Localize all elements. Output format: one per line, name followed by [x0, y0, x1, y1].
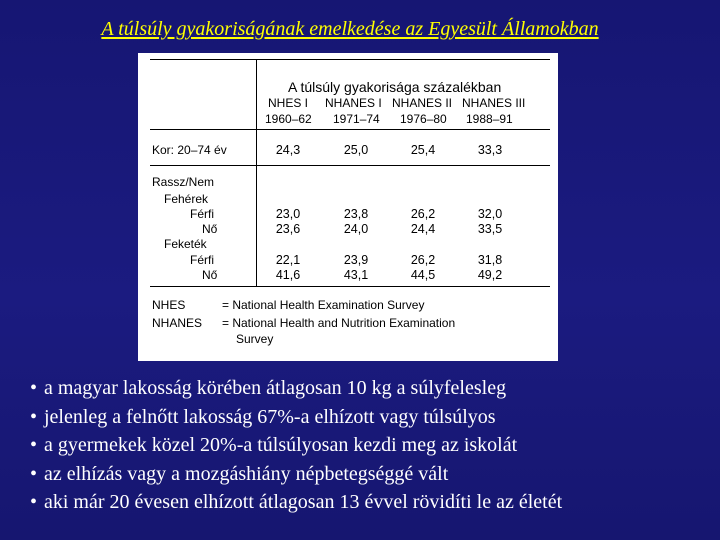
black-label: Feketék — [164, 237, 207, 251]
bullet-item — [30, 374, 710, 403]
bullet-text: jelenleg a felnőtt lakosság 67%-a elhízott vagy túlsúlyos — [44, 405, 496, 428]
table-row-rule — [150, 165, 550, 166]
footnote-abbr-nhes: NHES — [152, 298, 186, 312]
age-value-1: 24,3 — [275, 143, 301, 157]
bullet-symbol: • — [30, 462, 38, 485]
white-male-value-3: 26,2 — [410, 207, 436, 221]
slide-title: A túlsúly gyakoriságának emelkedése az Egyesült Államokban — [101, 18, 599, 40]
bullet-item — [30, 431, 710, 460]
bullet-symbol: • — [30, 377, 38, 399]
bullet-item — [30, 488, 710, 517]
column-header-3: NHANES II — [392, 96, 453, 110]
race-sex-label: Rassz/Nem — [152, 175, 215, 189]
bullet-list — [30, 374, 710, 517]
bullet-text: az elhízás vagy a mozgáshiány népbetegséggé vált — [44, 462, 449, 485]
footnote-def-nhanes: = National Health and Nutrition Examination — [222, 316, 456, 330]
column-header-1: NHES I — [268, 96, 309, 110]
black-male-value-4: 31,8 — [477, 253, 503, 267]
black-female-value-3: 44,5 — [410, 268, 436, 282]
white-male-label: Férfi — [190, 207, 214, 221]
bullet-text: a gyermekek közel 20%-a túlsúlyosan kezdi meg az iskolát — [44, 434, 518, 456]
black-female-value-2: 43,1 — [343, 268, 369, 282]
age-value-2: 25,0 — [343, 143, 369, 157]
column-header-2: NHANES I — [325, 96, 382, 110]
white-male-value-2: 23,8 — [343, 207, 369, 221]
table-top-rule — [150, 59, 550, 60]
black-male-value-1: 22,1 — [275, 253, 301, 267]
white-label: Fehérek — [164, 192, 209, 206]
white-female-value-1: 23,6 — [275, 222, 301, 236]
bullet-symbol: • — [30, 434, 38, 456]
table-header-rule — [150, 129, 550, 130]
white-male-value-4: 32,0 — [477, 207, 503, 221]
bullet-item — [30, 460, 710, 489]
footnote-abbr-nhanes: NHANES — [152, 316, 203, 330]
bullet-text: aki már 20 évesen elhízott átlagosan 13 évvel rövidíti le az életét — [44, 491, 563, 513]
black-male-value-3: 26,2 — [410, 253, 436, 267]
white-female-label: Nő — [202, 222, 218, 236]
column-years-1: 1960–62 — [265, 112, 312, 126]
footnote-continuation: Survey — [236, 332, 274, 346]
white-female-value-2: 24,0 — [343, 222, 369, 236]
bullet-symbol: • — [30, 491, 38, 513]
white-male-value-1: 23,0 — [275, 207, 301, 221]
white-female-value-3: 24,4 — [410, 222, 436, 236]
footnote-def-nhes: = National Health Examination Survey — [222, 298, 425, 312]
bullet-text: a magyar lakosság körében átlagosan 10 kg a súlyfelesleg — [44, 377, 507, 399]
black-female-label: Nő — [202, 268, 218, 282]
table-bottom-rule — [150, 286, 550, 287]
column-years-2: 1971–74 — [333, 112, 380, 126]
age-row-label: Kor: 20–74 év — [152, 143, 227, 157]
white-female-value-4: 33,5 — [477, 222, 503, 236]
age-value-4: 33,3 — [477, 143, 503, 157]
black-female-value-1: 41,6 — [275, 268, 301, 282]
bullet-item — [30, 403, 710, 432]
column-header-4: NHANES III — [462, 96, 526, 110]
black-male-label: Férfi — [190, 253, 214, 267]
column-years-4: 1988–91 — [466, 112, 513, 126]
age-value-3: 25,4 — [410, 143, 436, 157]
black-female-value-4: 49,2 — [477, 268, 503, 282]
table-column-divider — [256, 59, 257, 286]
table-caption: A túlsúly gyakorisága százalékban — [288, 79, 502, 95]
black-male-value-2: 23,9 — [343, 253, 369, 267]
bullet-symbol: • — [30, 405, 38, 428]
prevalence-table — [138, 53, 558, 361]
column-years-3: 1976–80 — [400, 112, 447, 126]
